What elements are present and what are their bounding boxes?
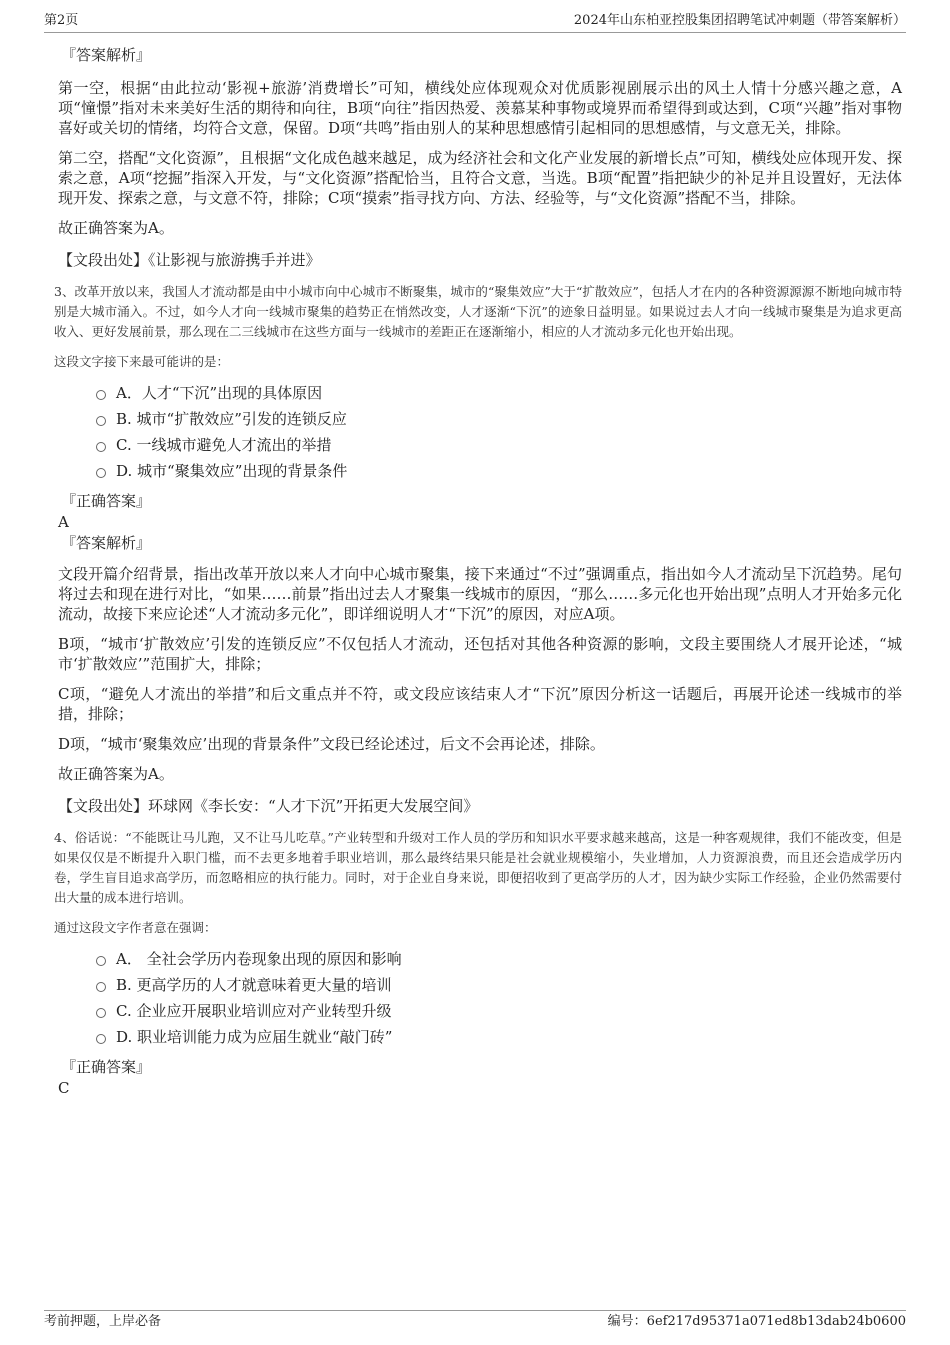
radio-icon[interactable] (96, 1008, 106, 1018)
document-body (54, 44, 902, 1098)
analysis-paragraph: 第一空，根据“由此拉动‘影视+旅游’消费增长”可知，横线处应体现观众对优质影视剧展示出的风土人情十分感兴趣之意，A项“憧憬”指对未来美好生活的期待和向往，B项“向往”指因热爱、羡慕某种事物或境界而希望得到或达到，C项“兴趣”指对事物喜好或关切的情绪，均符合文意，保留。D项“共鸣”指由别人的某种思想感情引起相同的思想感情，与文意无关，排除。 (58, 79, 902, 137)
analysis-paragraph: D项，“城市‘聚集效应’出现的背景条件”文段已经论述过，后文不会再论述，排除。 (58, 735, 605, 753)
option-c[interactable] (58, 432, 902, 458)
question-prompt: 通过这段文字作者意在强调： (54, 920, 217, 935)
option-a[interactable] (58, 380, 902, 406)
option-label: B. 城市“扩散效应”引发的连锁反应 (116, 410, 347, 428)
option-label: A． 全社会学历内卷现象出现的原因和影响 (116, 950, 402, 968)
page-header (44, 10, 906, 33)
document-title: 2024年山东柏亚控股集团招聘笔试冲刺题（带答案解析） (573, 13, 906, 28)
analysis-paragraph: 第二空，搭配“文化资源”，且根据“文化成色越来越足，成为经济社会和文化产业发展的新增长点”可知，横线处应体现开发、探索之意，A项“挖掘”指深入开发，与“文化资源”搭配恰当，且符合文意，当选。B项“配置”指把缺少的补足并且设置好，无法体现开发、探索之意，与文意不符，排除；C项“摸索”指寻找方向、方法、经验等，与“文化资源”搭配不当，排除。 (58, 149, 902, 207)
radio-icon[interactable] (96, 390, 106, 400)
answer-conclusion: 故正确答案为A。 (58, 765, 174, 783)
answer-conclusion: 故正确答案为A。 (58, 219, 174, 237)
option-d[interactable] (58, 458, 902, 484)
radio-icon[interactable] (96, 468, 106, 478)
radio-icon[interactable] (96, 982, 106, 992)
page-footer (44, 1310, 906, 1333)
option-list (58, 946, 902, 1050)
analysis-paragraph: C项，“避免人才流出的举措”和后文重点并不符，或文段应该结束人才“下沉”原因分析这一话题后，再展开论述一线城市的举措，排除； (58, 685, 902, 723)
source-citation: 【文段出处】环球网《李长安：“人才下沉”开拓更大发展空间》 (58, 797, 479, 815)
footer-slogan: 考前押题，上岸必备 (44, 1314, 162, 1329)
option-label: A．人才“下沉”出现的具体原因 (116, 384, 323, 402)
radio-icon[interactable] (96, 956, 106, 966)
analysis-tag: 『答案解析』 (61, 46, 152, 64)
option-b[interactable] (58, 972, 902, 998)
option-c[interactable] (58, 998, 902, 1024)
analysis-paragraph: B项，“城市‘扩散效应’引发的连锁反应”不仅包括人才流动，还包括对其他各种资源的影响，文段主要围绕人才展开论述，“城市‘扩散效应’”范围扩大，排除； (58, 635, 902, 673)
correct-answer-tag: 『正确答案』 (61, 1058, 152, 1076)
page-number: 第2页 (44, 13, 79, 28)
question-text: 3、改革开放以来，我国人才流动都是由中小城市向中心城市不断聚集，城市的“聚集效应”大于“扩散效应”，包括人才在内的各种资源源源不断地向城市特别是大城市涌入。不过，如今人才向一线城市聚集的趋势正在悄然改变，人才逐渐“下沉”的迹象日益明显。如果说过去人才向一线城市聚集是为追求更高收入、更好发展前景，那么现在二三线城市在这些方面与一线城市的差距正在逐渐缩小，相应的人才流动多元化也开始出现。 (54, 284, 902, 339)
option-a[interactable] (58, 946, 902, 972)
correct-answer-tag: 『正确答案』 (61, 492, 152, 510)
source-citation: 【文段出处】《让影视与旅游携手并进》 (58, 251, 321, 269)
option-label: D. 城市“聚集效应”出现的背景条件 (116, 462, 348, 480)
question-text: 4、俗话说：“不能既让马儿跑，又不让马儿吃草。”产业转型和升级对工作人员的学历和知识水平要求越来越高，这是一种客观规律，我们不能改变，但是如果仅仅是不断提升入职门槛，而不去更多地着手职业培训，那么最终结果只能是社会就业规模缩小，失业增加，人力资源浪费，而且还会造成学历内卷，学生盲目追求高学历，而忽略相应的执行能力。同时，对于企业自身来说，即便招收到了更高学历的人才，因为缺少实际工作经验，企业仍然需要付出大量的成本进行培训。 (54, 830, 902, 905)
option-label: D. 职业培训能力成为应届生就业“敲门砖” (116, 1028, 393, 1046)
radio-icon[interactable] (96, 416, 106, 426)
correct-answer: C (58, 1079, 70, 1097)
option-label: B. 更高学历的人才就意味着更大量的培训 (116, 976, 392, 994)
question-prompt: 这段文字接下来最可能讲的是： (54, 354, 230, 369)
radio-icon[interactable] (96, 1034, 106, 1044)
document-code: 编号：6ef217d95371a071ed8b13dab24b0600 (607, 1314, 906, 1329)
option-list (58, 380, 902, 484)
option-b[interactable] (58, 406, 902, 432)
analysis-paragraph: 文段开篇介绍背景，指出改革开放以来人才向中心城市聚集，接下来通过“不过”强调重点，指出如今人才流动呈下沉趋势。尾句将过去和现在进行对比，“如果……前景”指出过去人才聚集一线城市的原因，“那么……多元化也开始出现”点明人才开始多元化流动，故接下来应论述“人才流动多元化”，即详细说明人才“下沉”的原因，对应A项。 (58, 565, 902, 623)
option-label: C. 一线城市避免人才流出的举措 (116, 436, 332, 454)
radio-icon[interactable] (96, 442, 106, 452)
option-label: C. 企业应开展职业培训应对产业转型升级 (116, 1002, 392, 1020)
correct-answer: A (58, 513, 69, 531)
analysis-tag: 『答案解析』 (61, 534, 152, 552)
option-d[interactable] (58, 1024, 902, 1050)
